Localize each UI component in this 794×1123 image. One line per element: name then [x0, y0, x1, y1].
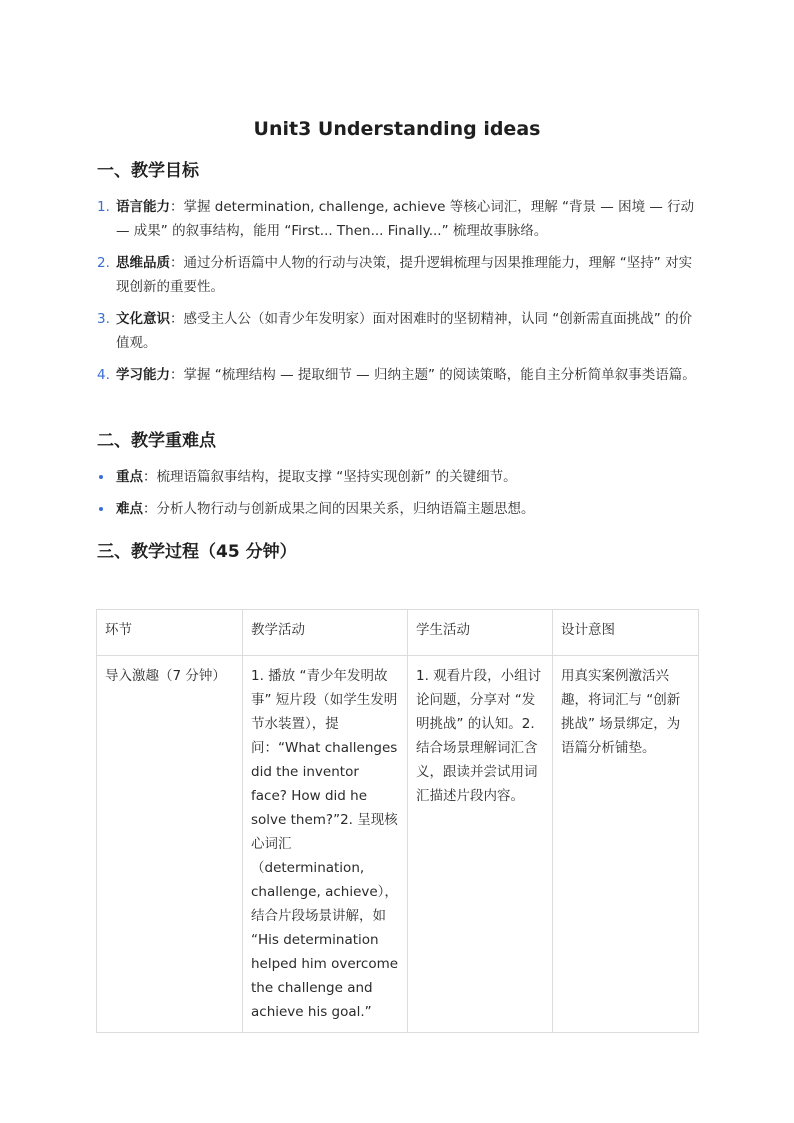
column-header-stage: 环节	[97, 610, 243, 656]
item-number: 4.	[97, 367, 110, 383]
list-item	[97, 307, 697, 355]
item-label: 语言能力	[116, 199, 170, 215]
item-text: 掌握 determination, challenge, achieve 等核心词汇，理解 “背景 — 困境 — 行动 — 成果” 的叙事结构，能用 “First... Then... Finally...” 梳理故事脉络。	[116, 199, 695, 239]
column-header-design-intent: 设计意图	[553, 610, 699, 656]
item-label: 难点	[116, 501, 143, 517]
item-number: 3.	[97, 311, 110, 327]
item-sep: ：	[170, 367, 184, 383]
item-number: 1.	[97, 199, 110, 215]
item-sep: ：	[143, 469, 157, 485]
item-label: 文化意识	[116, 311, 170, 327]
bullet-icon	[99, 507, 103, 511]
item-text: 通过分析语篇中人物的行动与决策，提升逻辑梳理与因果推理能力，理解 “坚持” 对实现创新的重要性。	[116, 255, 693, 295]
item-text: 梳理语篇叙事结构，提取支撑 “坚持实现创新” 的关键细节。	[156, 469, 517, 485]
list-item	[97, 251, 697, 299]
document-title: Unit3 Understanding ideas	[253, 118, 541, 140]
item-label: 学习能力	[116, 367, 170, 383]
cell-design-intent: 用真实案例激活兴趣，将词汇与 “创新挑战” 场景绑定，为语篇分析铺垫。	[553, 656, 699, 1033]
column-header-teaching-activity: 教学活动	[243, 610, 408, 656]
cell-teaching-activity: 1. 播放 “青少年发明故事” 短片段（如学生发明节水装置），提问：“What challenges did the inventor face? How did he solve them?”2. 呈现核心词汇（determination, challenge, achieve），结合片段场景讲解，如 “His determination helped him overcome the challenge and achieve his goal.”	[243, 656, 408, 1033]
column-header-student-activity: 学生活动	[408, 610, 553, 656]
item-label: 重点	[116, 469, 143, 485]
cell-stage: 导入激趣（7 分钟）	[97, 656, 243, 1033]
item-sep: ：	[170, 311, 184, 327]
cell-student-activity: 1. 观看片段，小组讨论问题，分享对 “发明挑战” 的认知。2. 结合场景理解词汇含义，跟读并尝试用词汇描述片段内容。	[408, 656, 553, 1033]
objectives-list	[97, 195, 697, 387]
item-number: 2.	[97, 255, 110, 271]
list-item	[97, 195, 697, 243]
list-item	[97, 363, 697, 387]
section-heading-key-points: 二、教学重难点	[97, 431, 216, 451]
key-points-list	[97, 465, 697, 521]
item-text: 掌握 “梳理结构 — 提取细节 — 归纳主题” 的阅读策略，能自主分析简单叙事类语篇。	[183, 367, 696, 383]
item-label: 思维品质	[116, 255, 170, 271]
section-heading-objectives: 一、教学目标	[97, 161, 199, 181]
list-item	[97, 465, 697, 489]
section-heading-process: 三、教学过程（45 分钟）	[97, 542, 297, 562]
item-sep: ：	[170, 199, 184, 215]
item-sep: ：	[143, 501, 157, 517]
item-text: 感受主人公（如青少年发明家）面对困难时的坚韧精神，认同 “创新需直面挑战” 的价值观。	[116, 311, 693, 351]
item-sep: ：	[170, 255, 184, 271]
bullet-icon	[99, 475, 103, 479]
list-item	[97, 497, 697, 521]
table-header-row	[97, 610, 699, 656]
item-text: 分析人物行动与创新成果之间的因果关系，归纳语篇主题思想。	[156, 501, 535, 517]
process-table	[96, 609, 699, 1033]
table-row	[97, 656, 699, 1033]
